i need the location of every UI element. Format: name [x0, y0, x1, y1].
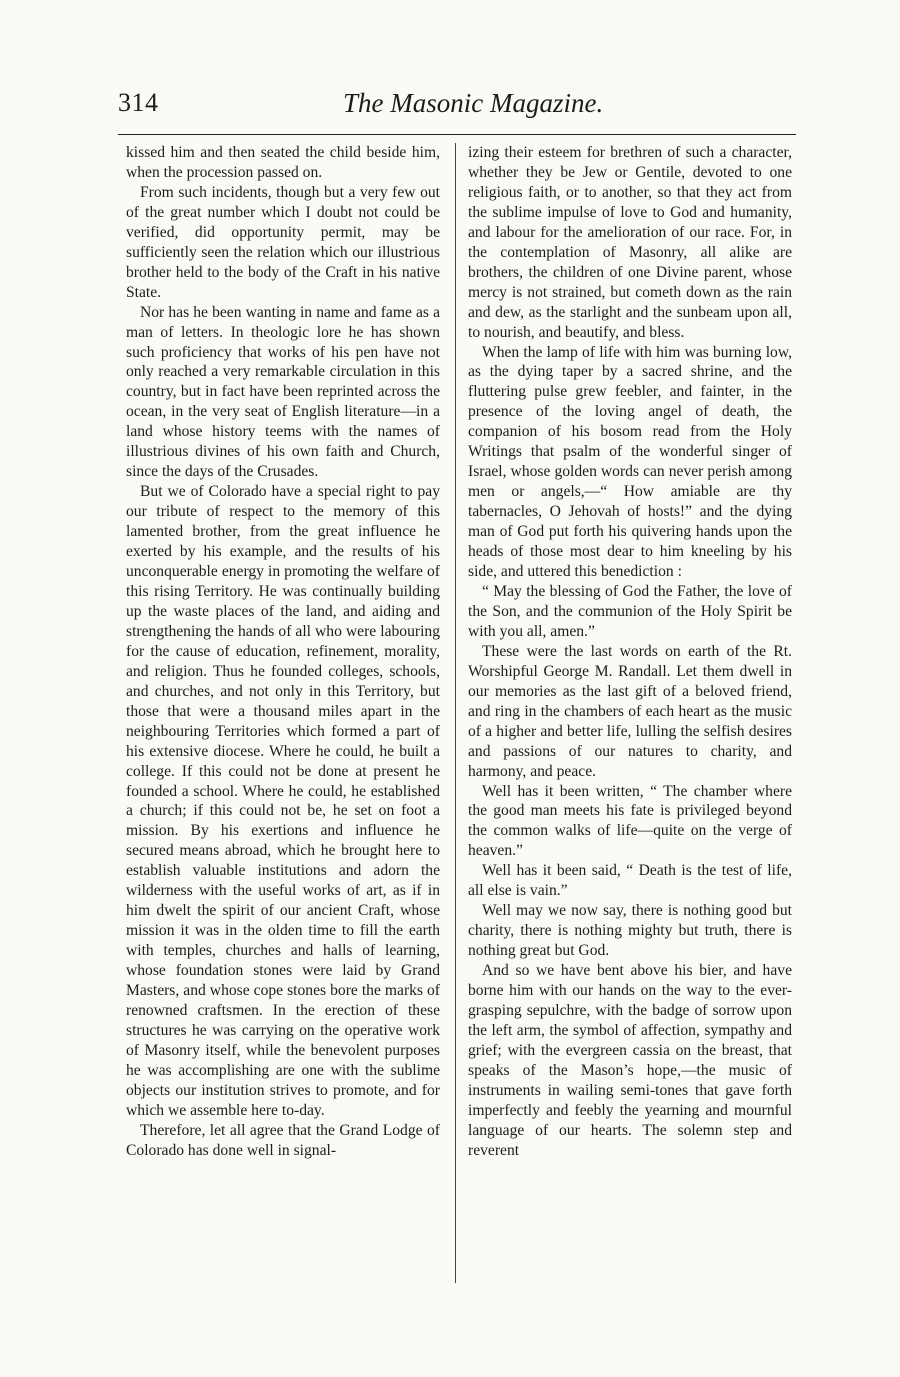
paragraph: Well has it been written, “ The chamber where the good man meets his fate is privileged beyond the common walks of life—quite on the verge of heaven.” [468, 782, 792, 860]
running-title: The Masonic Magazine. [343, 88, 604, 118]
column-divider [455, 143, 456, 1283]
paragraph: Nor has he been wanting in name and fame as a man of letters. In theologic lore he has shown such proficiency that works of his pen have not only reached a very remarkable circulation in this country, but in fact have been reprinted across the ocean, in the very seat of English literature—in a land whose history teems with the names of illustrious divines of his own faith and Church, since the days of the Crusades. [126, 303, 440, 481]
paragraph: Well may we now say, there is nothing good but charity, there is nothing mighty but truth, there is nothing great but God. [468, 902, 792, 960]
paragraph: And so we have bent above his bier, and have borne him with our hands on the way to the ever-grasping sepulchre, with the badge of sorrow upon the left arm, the symbol of affection, sympathy and grief; with the evergreen cassia on the breast, that speaks of the Mason’s hope,—the music of instruments in wailing semi-tones that gave forth imperfectly and feebly the yearning and mournful language of our hearts. The solemn step and reverent [468, 962, 792, 1159]
paragraph: These were the last words on earth of the Rt. Worshipful George M. Randall. Let them dwell in our memories as the last gift of a beloved friend, and ring in the chambers of each heart as the music of a higher and better life, lulling the selfish desires and passions of our natures to charity, and harmony, and peace. [468, 642, 792, 780]
paragraph: When the lamp of life with him was burning low, as the dying taper by a sacred shrine, and the fluttering pulse grew feebler, and fainter, in the presence of the loving angel of death, the companion of his bosom read from the Holy Writings that psalm of the wonderful singer of Israel, whose golden words can never perish among men or angels,—“ How amiable are thy tabernacles, O Jehovah of hosts!” and the dying man of God put forth his quivering hands upon the heads of those most dear to him kneeling by his side, and uttered this benediction : [468, 343, 792, 581]
page-header [118, 88, 796, 128]
header-rule [118, 134, 796, 135]
page-number: 314 [118, 88, 159, 117]
paragraph: “ May the blessing of God the Father, the love of the Son, and the communion of the Holy Spirit be with you all, amen.” [468, 582, 792, 640]
right-column [468, 143, 792, 1293]
paragraph: Therefore, let all agree that the Grand Lodge of Colorado has done well in signal- [126, 1121, 440, 1159]
paragraph: izing their esteem for brethren of such a character, whether they be Jew or Gentile, devoted to one religious faith, or to another, so that they act from the sublime impulse of love to God and humanity, and labour for the amelioration of our race. For, in the contemplation of Masonry, all alike are brothers, the children of one Divine parent, whose mercy is not strained, but cometh down as the rain and dew, as the starlight and the sunbeam upon all, to nourish, and beautify, and bless. [468, 144, 792, 341]
paragraph: Well has it been said, “ Death is the test of life, all else is vain.” [468, 862, 792, 900]
paragraph: But we of Colorado have a special right to pay our tribute of respect to the memory of this lamented brother, from the great influence he exerted by his example, and the results of his unconquerable energy in promoting the welfare of this rising Territory. He was continually building up the waste places of the land, and aiding and strengthening the hands of all who were labouring for the cause of education, refinement, morality, and religion. Thus he founded colleges, schools, and churches, and not only in this Territory, but those that were a thousand miles apart in the neighbouring Territories which formed a part of his extensive diocese. Where he could, he built a college. If this could not be done at present he founded a school. Where he could, he established a church; if this could not be, he set on foot a mission. By his exertions and influence he secured means abroad, which he brought here to establish valuable institutions and adorn the wilderness with the useful works of art, as if in him dwelt the spirit of our ancient Craft, whose mission it was in the olden time to fill the earth with temples, churches and halls of learning, whose foundation stones were laid by Grand Masters, and whose cope stones bore the marks of renowned craftsmen. In the erection of these structures he was carrying on the operative work of Masonry itself, while the benevolent purposes he was accomplishing are one with the sublime objects our institution strives to promote, and for which we assemble here to-day. [126, 483, 440, 1119]
left-column [126, 143, 440, 1293]
paragraph: From such incidents, though but a very few out of the great number which I doubt not could be verified, did opportunity permit, may be sufficiently seen the relation which our illustrious brother held to the body of the Craft in his native State. [126, 183, 440, 301]
paragraph: kissed him and then seated the child beside him, when the procession passed on. [126, 144, 440, 181]
